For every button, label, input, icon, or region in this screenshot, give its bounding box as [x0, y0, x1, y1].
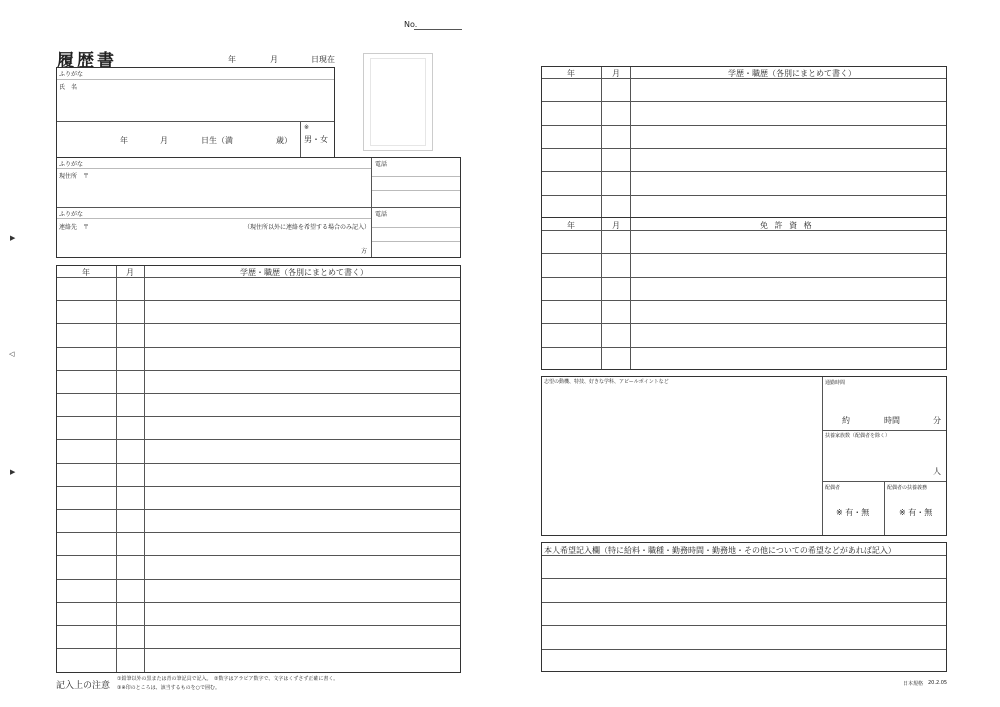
spouse-support-options[interactable]: ※ 有・無 [899, 508, 933, 517]
history-col-content: 学歴・職歴（各別にまとめて書く） [240, 268, 368, 277]
contact-note: （現住所以外に連絡を希望する場合のみ記入） [244, 224, 371, 231]
contact-address-label: 連絡先 〒 [59, 224, 90, 231]
licenses-col-year: 年 [567, 221, 575, 230]
table-row-line [57, 509, 460, 510]
table-row-line [542, 101, 946, 102]
table-row-line [542, 649, 946, 650]
table-row-line [57, 370, 460, 371]
notes-line-2: ③※印のところは、該当するものを○で囲む。 [117, 685, 221, 691]
wishes-section [541, 542, 947, 672]
contact-furigana-label: ふりがな [59, 211, 84, 218]
commute-minutes: 分 [933, 416, 941, 425]
history2-col-year: 年 [567, 69, 575, 78]
table-row-line [57, 323, 460, 324]
dependents-label: 扶養家族数（配偶者を除く） [825, 433, 891, 439]
birth-day-label: 日生（満 [201, 136, 233, 145]
table-row-line [57, 393, 460, 394]
table-row-line [542, 625, 946, 626]
dependents-unit: 人 [933, 467, 941, 476]
fold-mark-icon: ◁ [9, 350, 15, 358]
history-col-year: 年 [82, 268, 90, 277]
name-furigana-label: ふりがな [59, 71, 84, 78]
commute-label: 通勤時間 [825, 380, 846, 386]
current-address-field[interactable] [60, 180, 365, 205]
table-row-line [542, 347, 946, 348]
phone-label: 電話 [375, 161, 388, 168]
table-row-line [57, 555, 460, 556]
table-row-line [57, 439, 460, 440]
commute-hours: 時間 [884, 416, 900, 425]
spouse-label: 配偶者 [825, 485, 841, 491]
address-furigana-label: ふりがな [59, 161, 84, 168]
table-row-line [542, 602, 946, 603]
table-row-line [57, 532, 460, 533]
table-row-line [57, 463, 460, 464]
care-of-label: 方 [361, 248, 368, 255]
table-row-line [57, 625, 460, 626]
table-row-line [542, 253, 946, 254]
licenses-col-content: 免 許 資 格 [760, 221, 814, 230]
resume-title: 履歴書 [57, 51, 117, 71]
footer-code: 日本規格 [903, 681, 924, 687]
date-day-label: 日現在 [311, 55, 335, 64]
table-row-line [542, 171, 946, 172]
table-row-line [542, 195, 946, 196]
table-row-line [542, 300, 946, 301]
licenses-col-month: 月 [612, 221, 620, 230]
motivation-label: 志望の動機、特技、好きな学科、アピールポイントなど [544, 379, 669, 385]
wishes-label: 本人希望記入欄（特に給料・職種・勤務時間・勤務地・その他についての希望などがあれば記入） [544, 546, 896, 555]
table-row-line [542, 148, 946, 149]
photo-inner-frame [370, 58, 426, 146]
birth-year-label: 年 [120, 136, 128, 145]
contact-address-field[interactable] [60, 232, 368, 256]
margin-arrow-icon: ▶ [10, 468, 16, 476]
spouse-options[interactable]: ※ 有・無 [836, 508, 870, 517]
table-row-line [542, 125, 946, 126]
margin-arrow-icon: ▶ [10, 234, 16, 242]
notes-line-1: ①鉛筆以外の黒または青の筆記具で記入。 ②数字はアラビア数字で、文字はくずさず正確に書く。 [117, 676, 339, 682]
table-row-line [57, 648, 460, 649]
commute-approx: 約 [842, 416, 850, 425]
table-row-line [57, 416, 460, 417]
phone-label-2: 電話 [375, 211, 388, 218]
table-row-line [57, 486, 460, 487]
footer-version: 20.2.05 [928, 680, 948, 686]
date-year-label: 年 [228, 55, 236, 64]
name-field[interactable] [60, 80, 330, 120]
spouse-support-label: 配偶者の扶養義務 [887, 485, 928, 491]
date-month-label: 月 [270, 55, 278, 64]
table-row-line [57, 347, 460, 348]
table-row-line [57, 300, 460, 301]
number-label: No. [404, 20, 418, 29]
table-row-line [542, 578, 946, 579]
name-label: 氏 名 [59, 84, 78, 91]
age-label: 歳） [276, 136, 292, 145]
number-field[interactable] [414, 29, 462, 30]
table-row-line [57, 602, 460, 603]
history2-col-content: 学歴・職歴（各別にまとめて書く） [728, 69, 856, 78]
motivation-field[interactable] [545, 388, 817, 532]
table-row-line [57, 579, 460, 580]
history2-col-month: 月 [612, 69, 620, 78]
history-col-month: 月 [126, 268, 134, 277]
table-row-line [542, 323, 946, 324]
birth-month-label: 月 [160, 136, 168, 145]
gender-note: ※ [304, 124, 310, 131]
table-row-line [542, 277, 946, 278]
notes-title: 記入上の注意 [56, 681, 111, 691]
current-address-label: 現住所 〒 [59, 173, 90, 180]
gender-options[interactable]: 男・女 [304, 135, 328, 144]
